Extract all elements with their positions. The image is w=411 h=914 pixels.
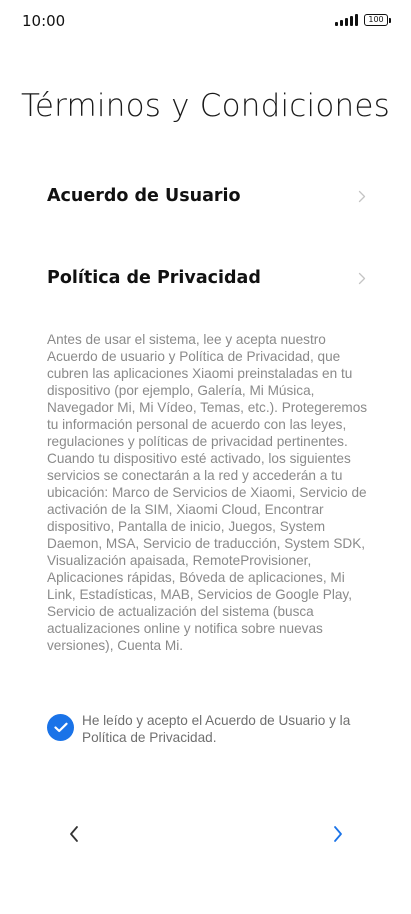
battery-icon [364, 14, 391, 26]
checkmark-icon [54, 722, 68, 733]
status-time: 10:00 [22, 12, 66, 30]
agreement-checkbox[interactable] [47, 714, 74, 741]
back-button[interactable] [60, 820, 88, 848]
signal-icon [335, 14, 358, 26]
chevron-right-icon [357, 189, 367, 203]
chevron-right-icon [357, 271, 367, 285]
terms-description: Antes de usar el sistema, lee y acepta nuestro Acuerdo de usuario y Política de Privacidad, que cubren las aplicaciones Xiaomi preinstaladas en tu dispositivo (por ejemplo, Galería, Mi Música, Navegador Mi, Mi Vídeo, Temas, etc.). Protegeremos tu información personal de acuerdo con las leyes, regulaciones y políticas de privacidad pertinentes. Cuando tu dispositivo esté activado, los siguientes servicios se conectarán a la red y accederán a tu ubicación: Marco de Servicios de Xiaomi, Servicio de activación de la SIM, Xiaomi Cloud, Encontrar dispositivo, Pantalla de inicio, Juegos, System Daemon, MSA, Servicio de traducción, System SDK, Visualización apaisada, RemoteProvisioner, Aplicaciones rápidas, Bóveda de aplicaciones, Mi Link, Estadísticas, MAB, Servicios de Google Play, Servicio de actualización del sistema (busca actualizaciones online y notifica sobre nuevas versiones), Cuenta Mi. [47, 332, 368, 653]
page-title: Términos y Condiciones [20, 88, 390, 124]
chevron-left-icon [68, 825, 80, 843]
battery-level: 100 [364, 14, 388, 26]
user-agreement-link[interactable] [47, 176, 367, 216]
privacy-policy-link[interactable] [47, 258, 367, 298]
agreement-checkbox-row[interactable] [47, 712, 369, 746]
next-button[interactable] [324, 820, 352, 848]
user-agreement-label: Acuerdo de Usuario [47, 186, 241, 206]
privacy-policy-label: Política de Privacidad [47, 268, 261, 288]
agreement-label: He leído y acepto el Acuerdo de Usuario y la Política de Privacidad. [82, 713, 351, 745]
chevron-right-icon [332, 825, 344, 843]
status-bar [0, 0, 411, 42]
status-icons [335, 14, 391, 26]
